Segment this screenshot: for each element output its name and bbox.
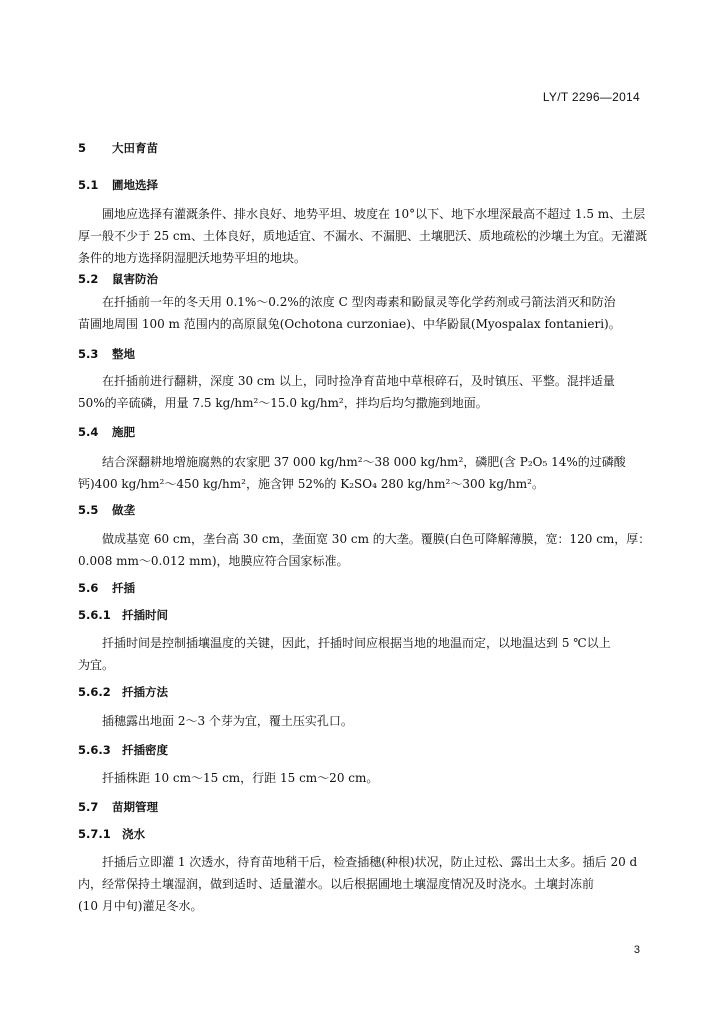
section-heading-5	[78, 140, 158, 156]
text-line: 插穗露出地面 2～3 个芽为宜，覆土压实孔口。	[102, 714, 353, 728]
document-code: LY/T 2296—2014	[542, 90, 640, 104]
section-number: 5.6	[78, 581, 99, 595]
section-number: 5.3	[78, 347, 99, 361]
text-line: 在扦插前一年的冬天用 0.1%～0.2%的浓度 C 型肉毒素和鼢鼠灵等化学药剂或弓箭法消灭和防治	[102, 295, 616, 309]
section-number: 5.4	[78, 425, 99, 439]
section-title: 整地	[112, 347, 135, 361]
text-line: 结合深翻耕地增施腐熟的农家肥 37 000 kg/hm²～38 000 kg/hm²，磷肥(含 P₂O₅ 14%的过磷酸	[102, 455, 626, 469]
section-title: 圃地选择	[112, 178, 158, 192]
text-line: 苗圃地周围 100 m 范围内的高原鼠兔(Ochotona curzoniae)、中华鼢鼠(Myospalax fontanieri)。	[78, 317, 621, 331]
section-title: 鼠害防治	[112, 272, 158, 286]
paragraph-cutting-density	[78, 767, 644, 789]
text-line: 扦插后立即灌 1 次透水，待育苗地稍干后，检查插穗(种根)状况，防止过松、露出土太多。插后 20 d	[102, 855, 638, 869]
section-title: 扦插方法	[122, 685, 168, 699]
section-title: 做垄	[112, 503, 135, 517]
section-number: 5.7.1	[78, 827, 111, 841]
text-line: 内，经常保持土壤湿润，做到适时、适量灌水。以后根据圃地土壤湿度情况及时浇水。土壤封冻前	[78, 877, 595, 891]
section-heading-5-7	[78, 799, 158, 815]
section-heading-5-6-1	[78, 607, 168, 623]
section-title: 浇水	[122, 827, 145, 841]
paragraph-rodent-control	[78, 291, 644, 335]
section-title: 扦插密度	[122, 743, 168, 757]
section-heading-5-6-2	[78, 684, 168, 700]
section-number: 5.1	[78, 178, 99, 192]
paragraph-cutting-method	[78, 710, 644, 732]
paragraph-site-selection	[78, 203, 648, 269]
paragraph-ridging	[78, 528, 651, 572]
paragraph-watering	[78, 851, 644, 917]
section-number: 5.6.3	[78, 743, 111, 757]
section-title: 苗期管理	[112, 800, 158, 814]
text-line: 0.008 mm～0.012 mm)，地膜应符合国家标准。	[78, 554, 349, 568]
section-number: 5	[78, 141, 87, 155]
text-line: 扦插时间是控制插壤温度的关键，因此，扦插时间应根据当地的地温而定，以地温达到 5 ℃以上	[102, 636, 611, 650]
paragraph-land-preparation	[78, 370, 644, 414]
text-line: 圃地应选择有灌溉条件、排水良好、地势平坦、坡度在 10°以下、地下水埋深最高不超过 1.5 m、土层	[102, 207, 646, 221]
text-line: 钙)400 kg/hm²～450 kg/hm²，施含钾 52%的 K₂SO₄ 280 kg/hm²～300 kg/hm²。	[78, 477, 544, 491]
section-number: 5.5	[78, 503, 99, 517]
section-heading-5-3	[78, 346, 135, 362]
section-title: 施肥	[112, 425, 135, 439]
section-heading-5-5	[78, 502, 135, 518]
section-number: 5.7	[78, 800, 99, 814]
text-line: 厚一般不少于 25 cm、土体良好，质地适宜、不漏水、不漏肥、土壤肥沃、质地疏松的沙壤土为宜。无灌溉	[78, 229, 648, 243]
paragraph-fertilization	[78, 451, 644, 495]
section-heading-5-6-3	[78, 742, 168, 758]
text-line: 做成基宽 60 cm，垄台高 30 cm，垄面宽 30 cm 的大垄。覆膜(白色可降解薄膜，宽：120 cm，厚：	[102, 532, 651, 546]
section-heading-5-1	[78, 177, 158, 193]
text-line: 扦插株距 10 cm～15 cm，行距 15 cm～20 cm。	[102, 771, 379, 785]
section-title: 扦插	[112, 581, 135, 595]
section-heading-5-6	[78, 580, 135, 596]
text-line: 为宜。	[78, 658, 115, 672]
section-title: 扦插时间	[122, 608, 168, 622]
section-heading-5-7-1	[78, 826, 145, 842]
text-line: 50%的辛硫磷，用量 7.5 kg/hm²～15.0 kg/hm²，拌均后均匀撒施到地面。	[78, 396, 488, 410]
text-line: (10 月中旬)灌足冬水。	[78, 899, 203, 913]
section-number: 5.6.1	[78, 608, 111, 622]
section-heading-5-4	[78, 424, 135, 440]
section-number: 5.6.2	[78, 685, 111, 699]
section-title: 大田育苗	[112, 141, 158, 155]
paragraph-cutting-time	[78, 632, 644, 676]
section-heading-5-2	[78, 271, 158, 287]
text-line: 条件的地方选择阴湿肥沃地势平坦的地块。	[78, 251, 307, 265]
text-line: 在扦插前进行翻耕，深度 30 cm 以上，同时捡净育苗地中草根碎石，及时镇压、平整。混拌适量	[102, 374, 615, 388]
page-number: 3	[633, 944, 640, 956]
section-number: 5.2	[78, 272, 99, 286]
